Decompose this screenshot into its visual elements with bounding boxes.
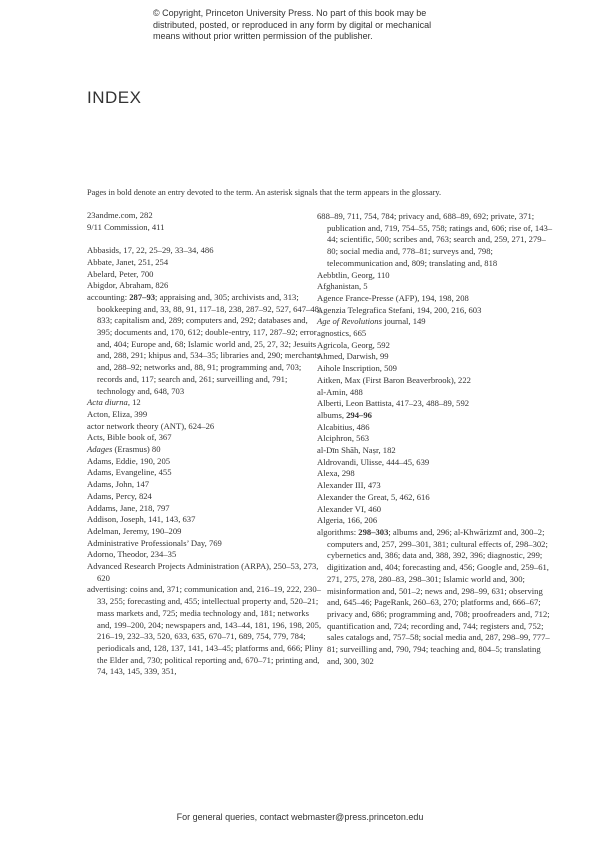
index-entry: Administrative Professionals’ Day, 769	[87, 537, 222, 548]
index-entry: Aldrovandi, Ulisse, 444–45, 639	[317, 456, 430, 467]
index-entry: Acton, Eliza, 399	[87, 408, 148, 419]
footer-contact: For general queries, contact webmaster@press.princeton.edu	[176, 812, 424, 822]
index-entry: Adages (Erasmus) 80	[87, 444, 161, 455]
index-entry: Alexa, 298	[317, 468, 355, 479]
index-entry: al-Dīn Shāh, Naṣr, 182	[317, 445, 396, 456]
index-entry: Alcabitius, 486	[317, 421, 370, 432]
index-entry: accounting: 287–93; appraising and, 305; archivists and, 313; bookkeeping and, 33, 88, 91, 117–18, 238, 287–92, 527, 647–48, 833; capitalism and, 289; computers and, 292; databases and, 395; documents and, 170, 612; double-entry, 117, 287–92; error and, 404; Europe and, 68; Islamic world and, 25, 27, 32; Jesuits and, 288, 291; khipus and, 534–35; libraries and, 290; merchants and, 288–92; networks and, 88, 91; programming and, 703; records and, 117; search and, 261; surveilling and, 791; technology and, 648, 703	[87, 291, 322, 396]
copyright-notice: © Copyright, Princeton University Press. No part of this book may be distributed, posted, or reproduced in any form by digital or mechanical means without prior written permission of the publisher.	[153, 8, 432, 41]
index-entry: Abigdor, Abraham, 826	[87, 280, 169, 291]
index-entry: Adams, Percy, 824	[87, 490, 152, 501]
index-entry: al-Amin, 488	[317, 386, 363, 397]
index-entry: Adorno, Theodor, 234–35	[87, 549, 177, 560]
index-entry: Afghanistan, 5	[317, 281, 368, 292]
index-entry: Addams, Jane, 218, 797	[87, 502, 170, 513]
index-entry: Acta diurna, 12	[87, 397, 141, 408]
index-entry: actor network theory (ANT), 624–26	[87, 420, 215, 431]
index-entry: 23andme.com, 282	[87, 210, 153, 220]
index-entry: Adams, John, 147	[87, 479, 150, 490]
index-entry: Acts, Bible book of, 367	[87, 432, 172, 443]
index-entry: Aebbtlin, Georg, 110	[317, 269, 390, 280]
index-entry: Ahmed, Darwish, 99	[317, 351, 389, 362]
index-column-right	[317, 211, 553, 667]
index-entry: Agricola, Georg, 592	[317, 339, 390, 350]
index-entry: Agence France-Presse (AFP), 194, 198, 208	[317, 292, 469, 303]
index-entry: 9/11 Commission, 411	[87, 221, 165, 232]
index-entry: Alexander VI, 460	[317, 503, 382, 514]
index-entry: agnostics, 665	[317, 328, 367, 339]
index-entry: Alberti, Leon Battista, 417–23, 488–89, 592	[317, 398, 470, 409]
index-entry: Alciphron, 563	[317, 433, 370, 444]
index-entry: Adams, Evangeline, 455	[87, 467, 172, 478]
index-entry: Advanced Research Projects Administration (ARPA), 250–53, 273, 620	[87, 561, 319, 583]
index-entry: Abbasids, 17, 22, 25–29, 33–34, 486	[87, 245, 214, 256]
index-entry: advertising: coins and, 371; communication and, 216–19, 222, 230–33, 255; forecasting and, 455; intellectual property and, 520–21; mass markets and, 725; media technology and, 181; networks and, 199–200, 204; newspapers and, 143–44, 181, 196, 198, 205, 216–19, 232–33, 520, 633, 635, 670–71, 689, 754, 779, 784; periodicals and, 128, 137, 141, 143–45; platforms and, 666; Pliny the Elder and, 730; political reporting and, 670–71; printing and, 74, 143, 145, 339, 351,	[87, 584, 323, 677]
index-entry: Adelman, Jeremy, 190–209	[87, 525, 182, 536]
index-entry: Alexander the Great, 5, 462, 616	[317, 491, 430, 502]
index-entry: Age of Revolutions journal, 149	[317, 316, 426, 327]
index-entry: albums, 294–96	[317, 409, 372, 420]
index-entry: Abbate, Janet, 251, 254	[87, 256, 169, 267]
index-entry: Addison, Joseph, 141, 143, 637	[87, 514, 196, 525]
page-title: INDEX	[87, 88, 142, 107]
index-entry: Alexander III, 473	[317, 480, 381, 491]
index-entry: Agenzia Telegrafica Stefani, 194, 200, 216, 603	[317, 304, 482, 315]
entry-spacer	[87, 233, 323, 245]
index-entry: 688–89, 711, 754, 784; privacy and, 688–89, 692; private, 371; publication and, 719, 754–55, 758; ratings and, 606; rise of, 143–44; scientific, 500; scribes and, 763; search and, 259, 271, 279–80; social media and, 778–81; surveys and, 798; telecommunication and, 809; translating and, 818	[317, 211, 553, 268]
index-entry: algorithms: 298–303; albums and, 296; al-Khwārizmī and, 300–2; computers and, 257, 299–301, 381; cultural effects of, 298–302; cybernetics and, 386; data and, 388, 392, 396; diagnostic, 299; digitization and, 404; forecasting and, 456; Google and, 259–61, 271, 275, 278, 280–83, 298–301; Islamic world and, 300; misinformation and, 501–2; news and, 298–99, 631; observing and, 645–46; PageRank, 260–63, 270; platforms and, 666–67; privacy and, 686; programming and, 708; proofreaders and, 712; quantification and, 724; recording and, 744; registers and, 752; sales catalogs and, 757–58; social media and, 287, 298–99, 777–81; surveilling and, 790, 794; teaching and, 804–5; translating and, 300, 302	[317, 526, 550, 666]
index-intro: Pages in bold denote an entry devoted to the term. An asterisk signals that the term appears in the glossary.	[87, 188, 442, 197]
index-column-left	[87, 210, 323, 678]
index-entry: Algeria, 166, 206	[317, 515, 378, 526]
index-entry: Adams, Eddie, 190, 205	[87, 455, 171, 466]
index-entry: Abelard, Peter, 700	[87, 268, 154, 279]
index-entry: Aihole Inscription, 509	[317, 363, 397, 374]
index-entry: Aitken, Max (First Baron Beaverbrook), 222	[317, 374, 471, 385]
